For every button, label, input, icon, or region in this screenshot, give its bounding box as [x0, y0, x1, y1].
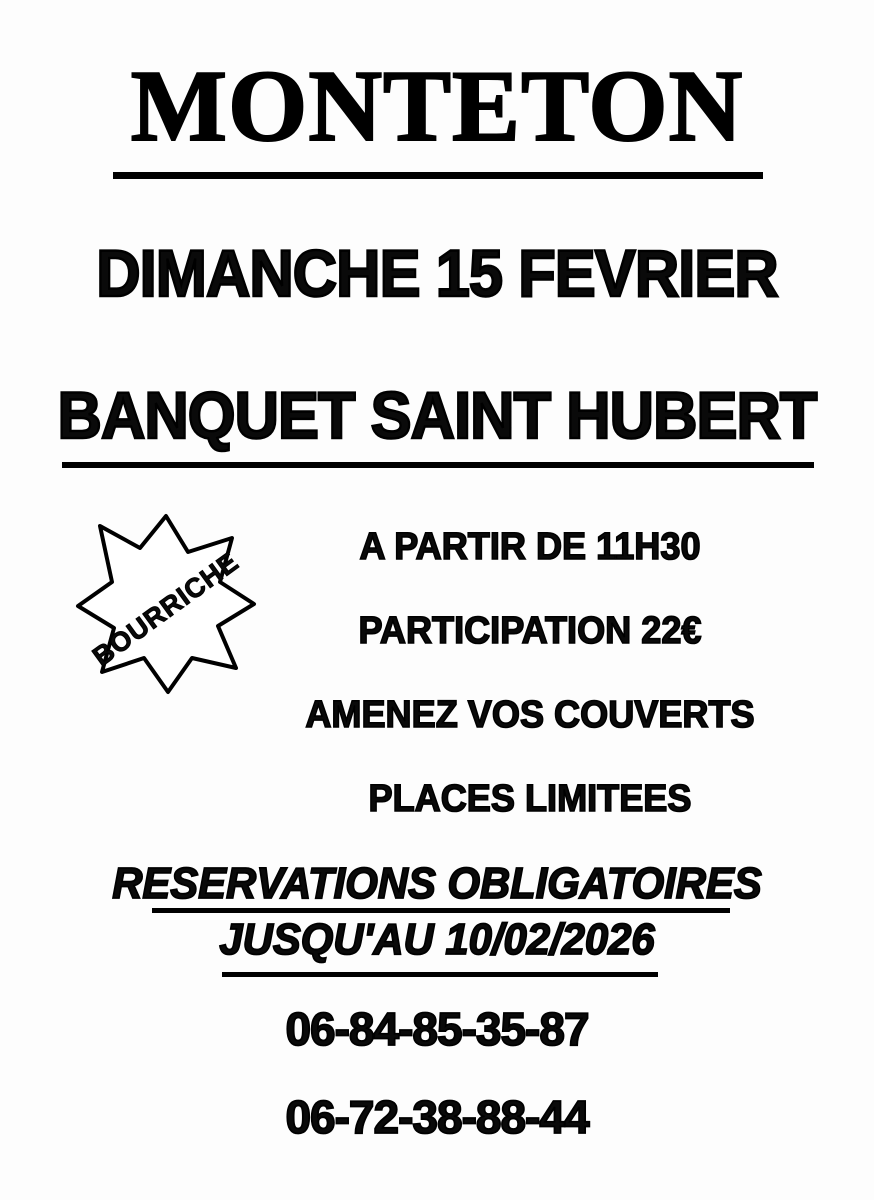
bourriche-badge [70, 508, 260, 698]
event-date: DIMANCHE 15 FEVRIER [96, 236, 778, 310]
reservations-underline-1 [152, 908, 730, 913]
detail-line-price: PARTICIPATION 22€ [358, 610, 702, 652]
details-list [250, 528, 810, 818]
event-name-underline [62, 462, 814, 468]
detail-line-time: A PARTIR DE 11H30 [359, 526, 701, 568]
page-title: MONTETON [130, 50, 744, 163]
phone-list [0, 1003, 874, 1143]
title-underline [113, 172, 763, 179]
bourriche-badge-label: BOURRICHE [87, 546, 245, 672]
reservations-line-1: RESERVATIONS OBLIGATOIRES [112, 859, 762, 908]
reservations-underline-2 [222, 972, 658, 977]
event-name: BANQUET SAINT HUBERT [57, 378, 817, 452]
phone-number-1: 06-84-85-35-87 [285, 1003, 589, 1055]
reservations-line-2: JUSQU'AU 10/02/2026 [219, 915, 655, 965]
phone-number-2: 06-72-38-88-44 [285, 1091, 589, 1143]
detail-line-limited-seats: PLACES LIMITEES [368, 778, 692, 820]
detail-line-cutlery: AMENEZ VOS COUVERTS [305, 694, 755, 736]
